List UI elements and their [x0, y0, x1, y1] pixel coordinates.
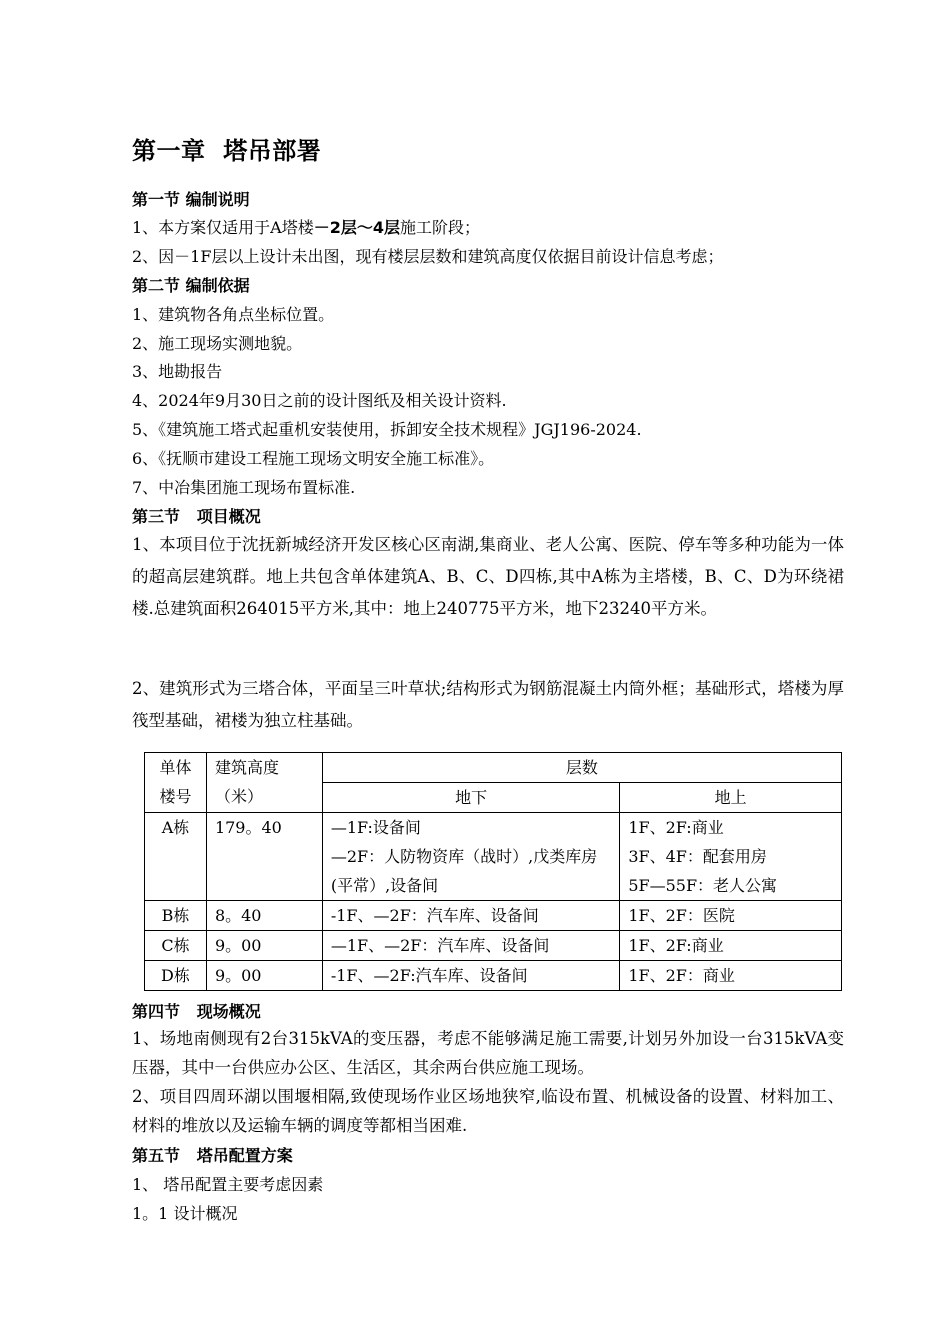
section-5-item-1: 1、 塔吊配置主要考虑因素: [132, 1175, 324, 1194]
building-floors-table: [144, 752, 842, 991]
header-building: 单体楼号: [145, 753, 207, 813]
cell-below: —1F、—2F：汽车库、设备间: [322, 931, 619, 961]
cell-height: 179。40: [206, 813, 322, 901]
section-2-item: 7、中冶集团施工现场布置标准.: [132, 478, 356, 497]
cell-above: 1F、2F:商业 3F、4F：配套用房 5F—55F：老人公寓: [620, 813, 842, 901]
header-floors: 层数: [322, 753, 841, 783]
section-1-item-1: [132, 215, 480, 238]
section-1-item-1-text: 1、本方案仅适用于A塔楼: [132, 218, 314, 237]
table-row: [145, 901, 842, 931]
cell-height: 9。00: [206, 931, 322, 961]
section-5-title: 第五节 塔吊配置方案: [132, 1146, 293, 1165]
section-2-item: 2、施工现场实测地貌。: [132, 334, 303, 353]
cell-below: —1F:设备间 —2F：人防物资库（战时）,戊类库房(平常）,设备间: [322, 813, 619, 901]
section-1-item-1-suffix: 施工阶段；: [400, 218, 481, 237]
cell-building: C栋: [145, 931, 207, 961]
section-5-item-1-1: 1。1 设计概况: [132, 1204, 238, 1223]
section-1-title: 第一节 编制说明: [132, 190, 250, 209]
section-2-title: 第二节 编制依据: [132, 276, 250, 295]
header-above-ground: 地上: [620, 783, 842, 813]
section-2-item: 6、《抚顺市建设工程施工现场文明安全施工标准》。: [132, 449, 495, 468]
section-2-item: 1、建筑物各角点坐标位置。: [132, 305, 335, 324]
header-height: 建筑高度（米）: [206, 753, 322, 813]
chapter-title: 第一章 塔吊部署: [132, 137, 322, 165]
table-row: [145, 813, 842, 901]
section-3-title: 第三节 项目概况: [132, 507, 261, 526]
section-3-paragraph-2: 2、建筑形式为三塔合体，平面呈三叶草状;结构形式为钢筋混凝土内筒外框；基础形式，塔楼为厚筏型基础，裙楼为独立柱基础。: [132, 679, 844, 730]
section-2-item: 3、地勘报告: [132, 362, 223, 381]
table-row: [145, 961, 842, 991]
cell-above: 1F、2F:商业: [620, 931, 842, 961]
section-3-paragraph-1: 1、本项目位于沈抚新城经济开发区核心区南湖,集商业、老人公寓、医院、停车等多种功能为一体的超高层建筑群。地上共包含单体建筑A、B、C、D四栋,其中A栋为主塔楼，B、C、D为环绕裙楼.总建筑面积264015平方米,其中：地上240775平方米，地下23240平方米。: [132, 535, 844, 618]
section-4-title: 第四节 现场概况: [132, 1002, 261, 1021]
section-2-item: 4、2024年9月30日之前的设计图纸及相关设计资料.: [132, 391, 507, 410]
section-4-paragraph-1: 1、场地南侧现有2台315kVA的变压器，考虑不能够满足施工需要,计划另外加设一台315kVA变压器，其中一台供应办公区、生活区，其余两台供应施工现场。: [132, 1029, 844, 1077]
cell-height: 8。40: [206, 901, 322, 931]
cell-above: 1F、2F：医院: [620, 901, 842, 931]
cell-below: -1F、—2F：汽车库、设备间: [322, 901, 619, 931]
section-1-item-2: 2、因－1F层以上设计未出图，现有楼层层数和建筑高度仅依据目前设计信息考虑；: [132, 247, 724, 266]
cell-below: -1F、—2F:汽车库、设备间: [322, 961, 619, 991]
table-row: [145, 931, 842, 961]
cell-height: 9。00: [206, 961, 322, 991]
header-below-ground: 地下: [322, 783, 619, 813]
cell-above: 1F、2F：商业: [620, 961, 842, 991]
section-2-item: 5、《建筑施工塔式起重机安装使用，拆卸安全技术规程》JGJ196-2024.: [132, 420, 642, 439]
section-1-item-1-highlight: －2层～4层: [313, 218, 401, 237]
section-4-paragraph-2: 2、项目四周环湖以围堰相隔,致使现场作业区场地狭窄,临设布置、机械设备的设置、材料加工、材料的堆放以及运输车辆的调度等都相当困难.: [132, 1087, 844, 1135]
cell-building: D栋: [145, 961, 207, 991]
cell-building: A栋: [145, 813, 207, 901]
cell-building: B栋: [145, 901, 207, 931]
